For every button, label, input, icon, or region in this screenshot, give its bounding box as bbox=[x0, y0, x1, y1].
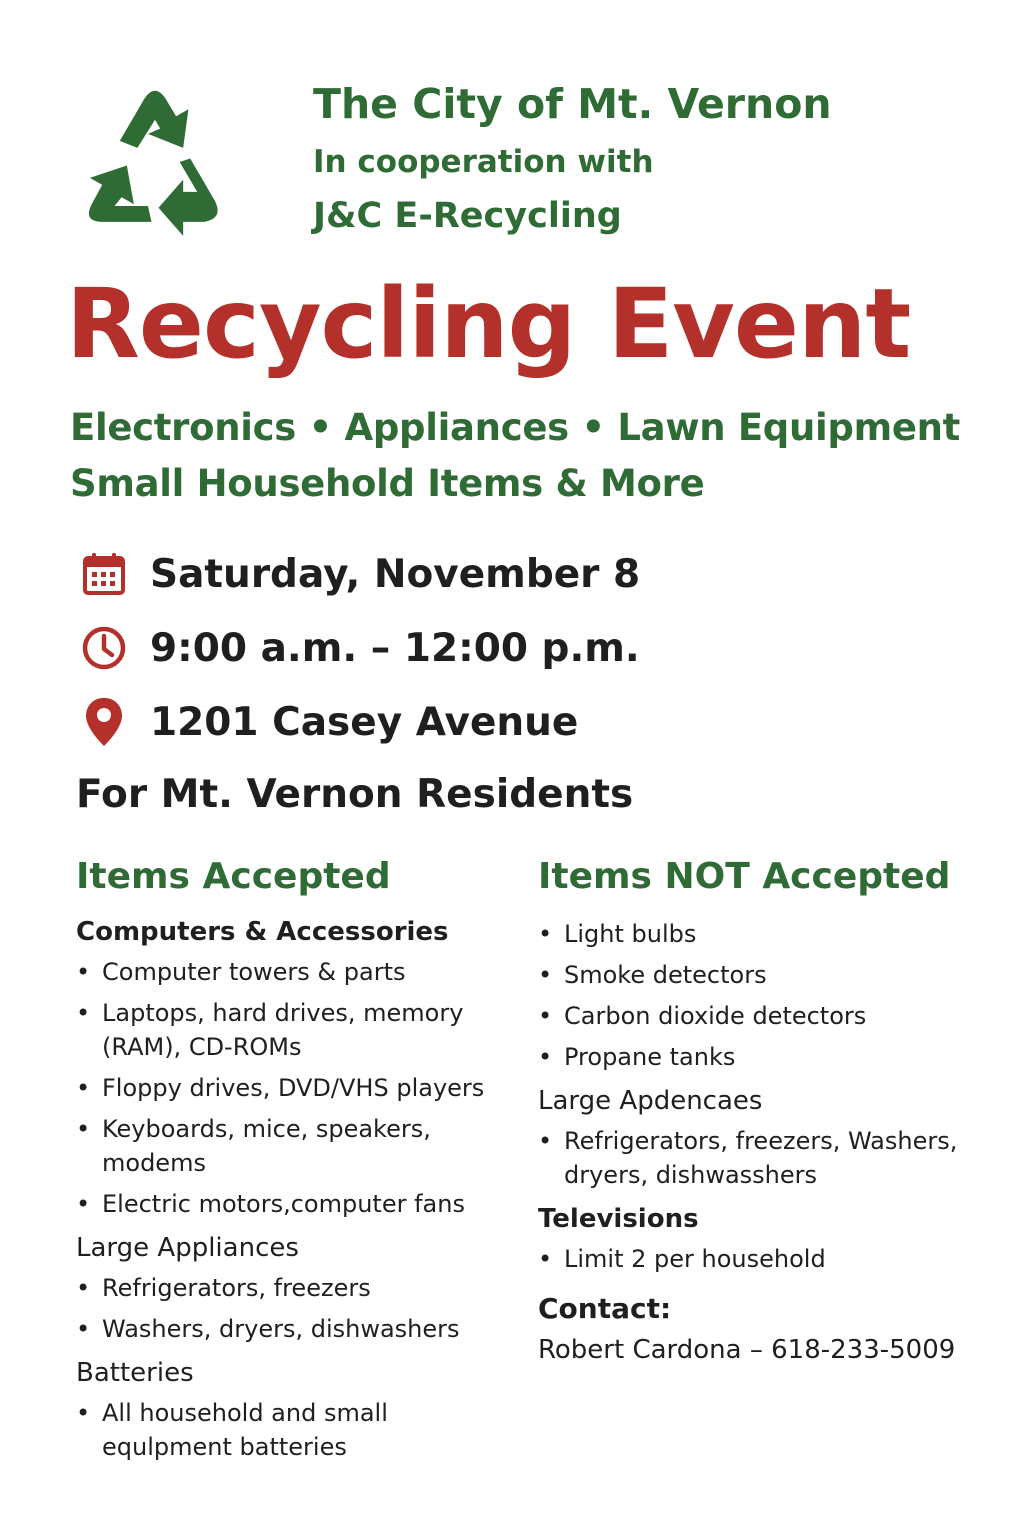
categories-line-2: Small Household Items & More bbox=[70, 462, 705, 505]
event-location-row bbox=[78, 694, 578, 750]
event-time: 9:00 a.m. – 12:00 p.m. bbox=[150, 625, 640, 671]
city-title: The City of Mt. Vernon bbox=[313, 80, 832, 128]
accepted-section-large-appliances bbox=[76, 1233, 516, 1346]
event-time-row bbox=[78, 620, 640, 676]
list-item: • Electric motors,computer fans bbox=[76, 1187, 516, 1221]
list-item: • Limit 2 per household bbox=[538, 1242, 998, 1276]
list-item: • Propane tanks bbox=[538, 1040, 998, 1074]
list-item: • Keyboards, mice, speakers, modems bbox=[76, 1112, 516, 1180]
list-item: • Refrigerators, freezers bbox=[76, 1271, 516, 1305]
items-not-accepted-heading: Items NOT Accepted bbox=[538, 856, 951, 897]
contact-info: Robert Cardona – 618-233-5009 bbox=[538, 1335, 956, 1365]
list-item: • Refrigerators, freezers, Washers, dryers, dishwasshers bbox=[538, 1124, 998, 1192]
list-item: • Light bulbs bbox=[538, 917, 998, 951]
partner-name: J&C E-Recycling bbox=[313, 196, 622, 236]
categories-line-1: Electronics • Appliances • Lawn Equipment bbox=[70, 406, 961, 449]
list-item: • Computer towers & parts bbox=[76, 955, 516, 989]
list-item: • Carbon dioxide detectors bbox=[538, 999, 998, 1033]
event-title: Recycling Event bbox=[66, 268, 911, 380]
recycle-logo bbox=[64, 74, 246, 250]
list-item: • Washers, dryers, dishwashers bbox=[76, 1312, 516, 1346]
event-date-row bbox=[78, 546, 640, 602]
section-title: Large Apdencaes bbox=[538, 1086, 763, 1116]
items-not-accepted-column bbox=[538, 856, 998, 1365]
audience-text: For Mt. Vernon Residents bbox=[76, 772, 634, 817]
not-accepted-list bbox=[538, 917, 998, 1074]
section-title: Batteries bbox=[76, 1358, 194, 1388]
map-pin-icon bbox=[78, 696, 130, 748]
calendar-icon bbox=[78, 548, 130, 600]
list-item: • Smoke detectors bbox=[538, 958, 998, 992]
accepted-section-computers bbox=[76, 917, 516, 1221]
items-accepted-heading: Items Accepted bbox=[76, 856, 391, 897]
list-item: • Laptops, hard drives, memory (RAM), CD-ROMs bbox=[76, 996, 516, 1064]
items-accepted-column bbox=[76, 856, 516, 1476]
list-item: • Floppy drives, DVD/VHS players bbox=[76, 1071, 516, 1105]
contact-heading: Contact: bbox=[538, 1292, 672, 1325]
clock-icon bbox=[78, 622, 130, 674]
section-title: Large Appliances bbox=[76, 1233, 299, 1263]
section-title: Televisions bbox=[538, 1204, 699, 1234]
not-accepted-section-televisions bbox=[538, 1204, 998, 1276]
event-date: Saturday, November 8 bbox=[150, 551, 641, 597]
cooperation-text: In cooperation with bbox=[313, 144, 654, 180]
recycle-icon bbox=[64, 74, 246, 250]
not-accepted-section-large-appliances bbox=[538, 1086, 998, 1192]
accepted-section-batteries bbox=[76, 1358, 516, 1464]
list-item: • All household and small equlpment batteries bbox=[76, 1396, 516, 1464]
section-title: Computers & Accessories bbox=[76, 917, 449, 947]
event-location: 1201 Casey Avenue bbox=[150, 699, 579, 745]
